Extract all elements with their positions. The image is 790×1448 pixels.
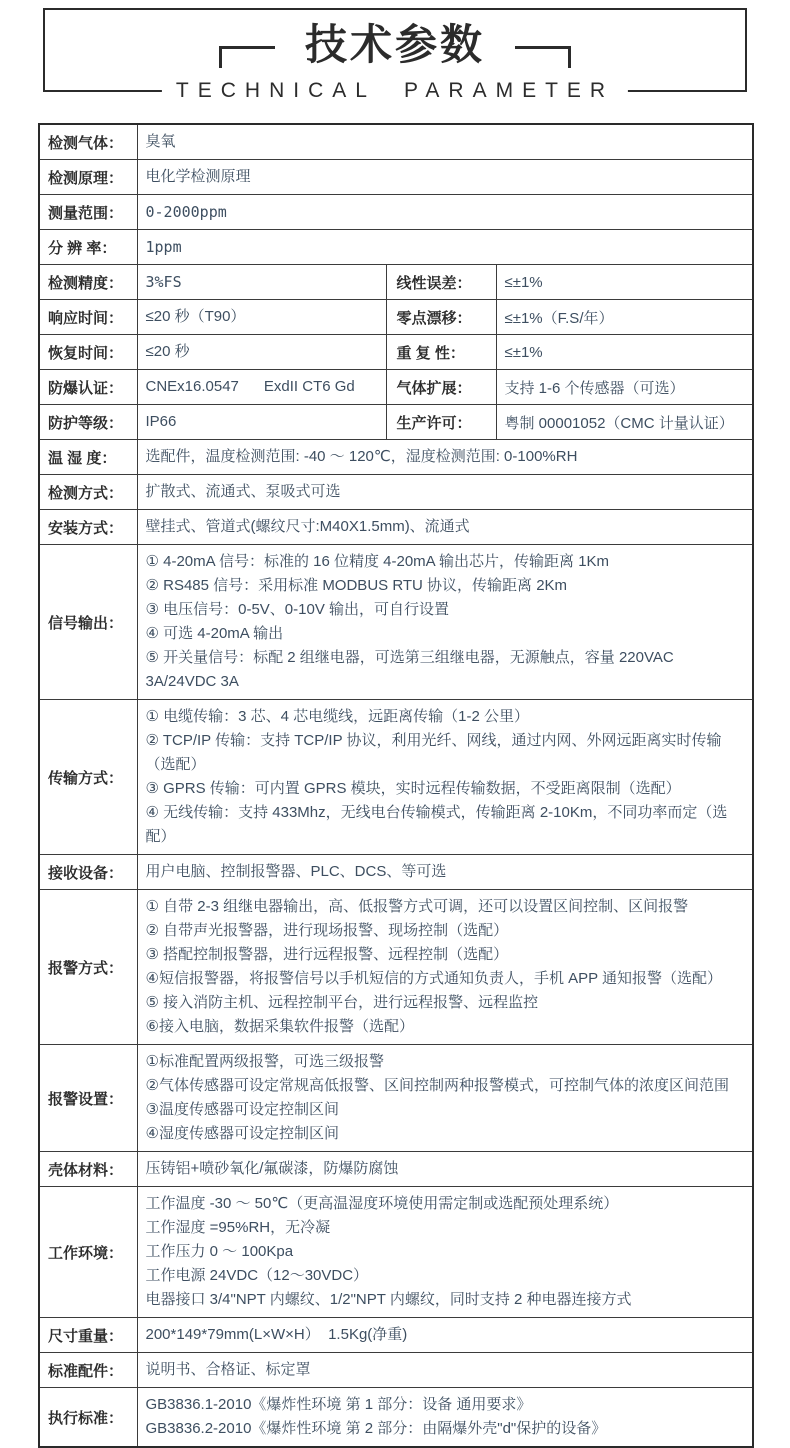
row-value-2: ≤±1% bbox=[496, 335, 753, 370]
row-value bbox=[137, 545, 753, 700]
value-line: GB3836.1-2010《爆炸性环境 第 1 部分：设备 通用要求》 bbox=[145, 1396, 532, 1413]
value-line: CNEx16.0547 ExdII CT6 Gd bbox=[145, 378, 355, 395]
table-row bbox=[39, 335, 753, 370]
value-line: 3%FS bbox=[145, 273, 182, 291]
row-label: 恢复时间： bbox=[39, 335, 137, 370]
bracket-left-icon bbox=[219, 46, 275, 68]
value-line: 选配件，温度检测范围: -40 ～ 120℃，湿度检测范围: 0-100%RH bbox=[145, 448, 578, 465]
table-row bbox=[39, 475, 753, 510]
value-line: ② RS485 信号：采用标准 MODBUS RTU 协议，传输距离 2Km bbox=[145, 577, 568, 594]
value-line: GB3836.2-2010《爆炸性环境 第 2 部分：由隔爆外壳"d"保护的设备》 bbox=[145, 1420, 607, 1437]
value-line: ④湿度传感器可设定控制区间 bbox=[145, 1125, 339, 1142]
table-row bbox=[39, 545, 753, 700]
table-row bbox=[39, 890, 753, 1045]
row-label: 工作环境： bbox=[39, 1187, 137, 1318]
row-value-2: 粤制 00001052（CMC 计量认证） bbox=[496, 405, 753, 440]
row-label: 温 湿 度： bbox=[39, 440, 137, 475]
row-label: 分 辨 率： bbox=[39, 230, 137, 265]
table-row bbox=[39, 1045, 753, 1152]
value-line: IP66 bbox=[145, 413, 177, 430]
row-value bbox=[137, 1388, 753, 1448]
table-row bbox=[39, 405, 753, 440]
value-line: ④短信报警器，将报警信号以手机短信的方式通知负责人，手机 APP 通知报警（选配） bbox=[145, 970, 723, 987]
row-label: 检测方式： bbox=[39, 475, 137, 510]
value-line: ① 4-20mA 信号：标准的 16 位精度 4-20mA 输出芯片，传输距离 1Km bbox=[145, 553, 610, 570]
row-label: 响应时间： bbox=[39, 300, 137, 335]
row-value bbox=[137, 855, 753, 890]
value-line: ⑤ 开关量信号：标配 2 组继电器，可选第三组继电器，无源触点，容量 220VAC 3A/24VDC 3A bbox=[145, 649, 678, 690]
value-line: 壁挂式、管道式(螺纹尺寸:M40X1.5mm)、流通式 bbox=[145, 518, 470, 535]
page-title: 技术参数 bbox=[304, 21, 485, 68]
value-line: ⑥接入电脑，数据采集软件报警（选配） bbox=[145, 1018, 414, 1035]
value-line: 压铸铝+喷砂氧化/氟碳漆，防爆防腐蚀 bbox=[145, 1160, 399, 1177]
value-line: ≤20 秒 bbox=[145, 343, 190, 360]
table-row bbox=[39, 370, 753, 405]
value-line: 工作湿度 =95%RH，无冷凝 bbox=[145, 1219, 331, 1236]
row-value bbox=[137, 1353, 753, 1388]
table-row bbox=[39, 1152, 753, 1187]
row-label: 安装方式： bbox=[39, 510, 137, 545]
row-value bbox=[137, 1318, 753, 1353]
value-line: 200*149*79mm(L×W×H） 1.5Kg(净重) bbox=[145, 1326, 408, 1343]
value-line: ① 自带 2-3 组继电器输出，高、低报警方式可调，还可以设置区间控制、区间报警 bbox=[145, 898, 689, 915]
row-value bbox=[137, 195, 753, 230]
row-value bbox=[137, 335, 386, 370]
row-value bbox=[137, 440, 753, 475]
row-value bbox=[137, 405, 386, 440]
value-line: 工作温度 -30 ～ 50℃（更高温湿度环境使用需定制或选配预处理系统） bbox=[145, 1195, 619, 1212]
value-line: 臭氧 bbox=[145, 133, 176, 150]
row-value-2: ≤±1%（F.S/年） bbox=[496, 300, 753, 335]
spec-table-body bbox=[39, 124, 753, 1447]
row-label: 信号输出： bbox=[39, 545, 137, 700]
table-row bbox=[39, 230, 753, 265]
row-value bbox=[137, 230, 753, 265]
table-row bbox=[39, 124, 753, 160]
row-value bbox=[137, 700, 753, 855]
row-value bbox=[137, 1187, 753, 1318]
table-row bbox=[39, 160, 753, 195]
row-label: 检测气体： bbox=[39, 124, 137, 160]
row-label: 防爆认证： bbox=[39, 370, 137, 405]
row-value-2: ≤±1% bbox=[496, 265, 753, 300]
value-line: 电器接口 3/4"NPT 内螺纹、1/2"NPT 内螺纹，同时支持 2 种电器连接方式 bbox=[145, 1291, 632, 1308]
value-line: ③温度传感器可设定控制区间 bbox=[145, 1101, 339, 1118]
table-row bbox=[39, 1318, 753, 1353]
row-value bbox=[137, 475, 753, 510]
row-value bbox=[137, 1045, 753, 1152]
row-label-2: 重 复 性： bbox=[386, 335, 496, 370]
table-row bbox=[39, 265, 753, 300]
row-label-2: 线性误差： bbox=[386, 265, 496, 300]
header-box bbox=[43, 8, 747, 102]
table-row bbox=[39, 1353, 753, 1388]
row-label: 检测精度： bbox=[39, 265, 137, 300]
row-value-2: 支持 1-6 个传感器（可选） bbox=[496, 370, 753, 405]
value-line: 工作压力 0 ～ 100Kpa bbox=[145, 1243, 294, 1260]
row-label: 接收设备： bbox=[39, 855, 137, 890]
row-label: 执行标准： bbox=[39, 1388, 137, 1448]
value-line: ③ 搭配控制报警器，进行远程报警、远程控制（选配） bbox=[145, 946, 509, 963]
value-line: 说明书、合格证、标定罩 bbox=[145, 1361, 311, 1378]
row-value bbox=[137, 124, 753, 160]
row-label-2: 零点漂移： bbox=[386, 300, 496, 335]
value-line: ⑤ 接入消防主机、远程控制平台，进行远程报警、远程监控 bbox=[145, 994, 539, 1011]
row-value bbox=[137, 370, 386, 405]
table-row bbox=[39, 1388, 753, 1448]
value-line: ④ 无线传输：支持 433Mhz，无线电台传输模式，传输距离 2-10Km，不同功率而定（选配） bbox=[145, 804, 728, 845]
row-value bbox=[137, 510, 753, 545]
table-row bbox=[39, 195, 753, 230]
value-line: ④ 可选 4-20mA 输出 bbox=[145, 625, 284, 642]
bracket-right-icon bbox=[515, 46, 571, 68]
table-row bbox=[39, 510, 753, 545]
table-row bbox=[39, 855, 753, 890]
table-row bbox=[39, 440, 753, 475]
title-row bbox=[45, 10, 745, 80]
row-label: 尺寸重量： bbox=[39, 1318, 137, 1353]
value-line: 用户电脑、控制报警器、PLC、DCS、等可选 bbox=[145, 863, 447, 880]
table-row bbox=[39, 300, 753, 335]
row-label: 标准配件： bbox=[39, 1353, 137, 1388]
value-line: 工作电源 24VDC（12～30VDC） bbox=[145, 1267, 369, 1284]
row-value bbox=[137, 300, 386, 335]
table-row bbox=[39, 1187, 753, 1318]
row-value bbox=[137, 890, 753, 1045]
value-line: ≤20 秒（T90） bbox=[145, 308, 246, 325]
value-line: 电化学检测原理 bbox=[145, 168, 251, 185]
value-line: 1ppm bbox=[145, 238, 182, 256]
row-label: 测量范围： bbox=[39, 195, 137, 230]
row-label-2: 生产许可： bbox=[386, 405, 496, 440]
value-line: ② TCP/IP 传输：支持 TCP/IP 协议，利用光纤、网线，通过内网、外网远距离实时传输（选配） bbox=[145, 732, 722, 773]
value-line: ② 自带声光报警器，进行现场报警、现场控制（选配） bbox=[145, 922, 509, 939]
row-label: 报警设置： bbox=[39, 1045, 137, 1152]
row-label: 防护等级： bbox=[39, 405, 137, 440]
row-value bbox=[137, 160, 753, 195]
technical-parameter-sheet bbox=[0, 8, 790, 1448]
value-line: 0-2000ppm bbox=[145, 203, 227, 221]
page-subtitle: TECHNICAL PARAMETER bbox=[162, 79, 628, 103]
row-label-2: 气体扩展： bbox=[386, 370, 496, 405]
spec-table bbox=[38, 123, 754, 1448]
value-line: ②气体传感器可设定常规高低报警、区间控制两种报警模式，可控制气体的浓度区间范围 bbox=[145, 1077, 729, 1094]
row-value bbox=[137, 1152, 753, 1187]
row-value bbox=[137, 265, 386, 300]
row-label: 检测原理： bbox=[39, 160, 137, 195]
table-row bbox=[39, 700, 753, 855]
row-label: 壳体材料： bbox=[39, 1152, 137, 1187]
row-label: 传输方式： bbox=[39, 700, 137, 855]
value-line: ①标准配置两级报警，可选三级报警 bbox=[145, 1053, 384, 1070]
value-line: ③ GPRS 传输：可内置 GPRS 模块，实时远程传输数据，不受距离限制（选配） bbox=[145, 780, 681, 797]
value-line: ① 电缆传输：3 芯、4 芯电缆线，远距离传输（1-2 公里） bbox=[145, 708, 529, 725]
value-line: ③ 电压信号：0-5V、0-10V 输出，可自行设置 bbox=[145, 601, 449, 618]
row-label: 报警方式： bbox=[39, 890, 137, 1045]
value-line: 扩散式、流通式、泵吸式可选 bbox=[145, 483, 341, 500]
